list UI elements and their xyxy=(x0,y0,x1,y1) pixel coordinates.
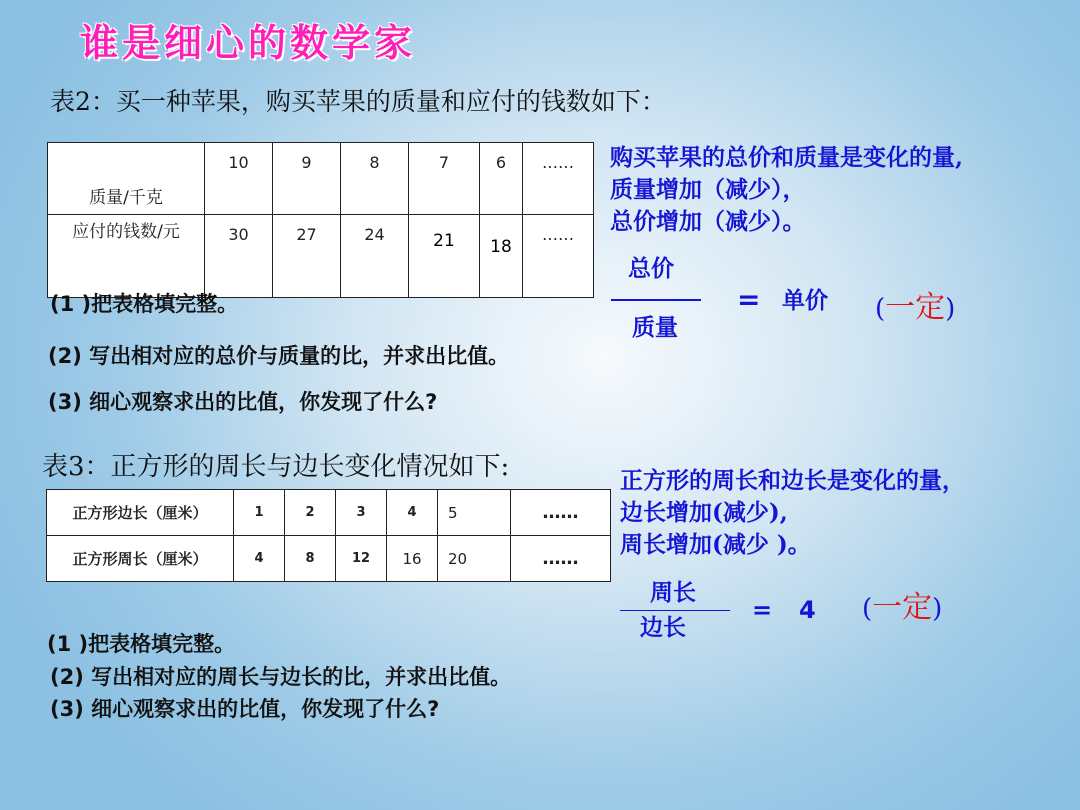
table-cell: 10 xyxy=(205,143,273,215)
constant-label: 一定 xyxy=(872,590,933,625)
note-line: 购买苹果的总价和质量是变化的量, xyxy=(610,144,964,171)
row-label-side: 正方形边长（厘米） xyxy=(47,490,234,536)
table-row xyxy=(47,536,611,582)
table-cell: …… xyxy=(511,536,611,582)
table-cell: 3 xyxy=(336,490,387,536)
table-cell: 9 xyxy=(273,143,341,215)
note-line: 正方形的周长和边长是变化的量， xyxy=(620,467,965,494)
row-label-weight xyxy=(48,143,205,215)
formula2-denominator: 质量 xyxy=(632,314,678,341)
table-cell: …… xyxy=(523,143,594,215)
paren-open: ( xyxy=(875,294,886,324)
table-cell: 6 xyxy=(480,143,523,215)
formula3-result: 4 xyxy=(799,596,816,624)
table-cell: …… xyxy=(523,215,594,298)
table-cell: 4 xyxy=(234,536,285,582)
table-cell: 2 xyxy=(285,490,336,536)
formula3-numerator: 周长 xyxy=(650,579,696,606)
formula3-equals: = xyxy=(752,596,773,624)
table-cell-filled: 20 xyxy=(438,536,511,582)
table-cell: 30 xyxy=(205,215,273,298)
table-cell: 7 xyxy=(409,143,480,215)
table-cell: 8 xyxy=(341,143,409,215)
row-label-price xyxy=(48,215,205,298)
table-cell: 1 xyxy=(234,490,285,536)
table-row xyxy=(47,490,611,536)
formula2-numerator: 总价 xyxy=(628,255,674,282)
table-cell-filled: 18 xyxy=(480,215,523,298)
table-row xyxy=(48,215,594,298)
table2-heading: 表2：买一种苹果，购买苹果的质量和应付的钱数如下： xyxy=(50,87,666,116)
table2-question-1: (1 )把表格填完整。 xyxy=(50,292,239,316)
note-line: 总价增加（减少）。 xyxy=(610,208,806,235)
formula2-constant xyxy=(875,282,955,326)
table-cell: 12 xyxy=(336,536,387,582)
table-cell: …… xyxy=(511,490,611,536)
table3-observation-note xyxy=(620,465,965,561)
table3-question-1: (1 )把表格填完整。 xyxy=(47,632,236,656)
table3-heading: 表3：正方形的周长与边长变化情况如下: xyxy=(42,452,510,482)
paren-open: ( xyxy=(862,594,873,624)
formula2-equals: = xyxy=(737,283,761,316)
table2-observation-note xyxy=(610,142,963,238)
formula2-fraction-bar xyxy=(611,299,701,301)
table-row xyxy=(48,143,594,215)
note-line: 边长增加(减少), xyxy=(620,499,788,526)
note-line: 质量增加（减少）， xyxy=(610,176,806,203)
row-label-text: 质量/千克 xyxy=(89,188,163,208)
formula3-denominator: 边长 xyxy=(640,614,686,641)
table-cell: 5 xyxy=(438,490,511,536)
table-cell-filled: 21 xyxy=(409,215,480,298)
table-cell-filled: 16 xyxy=(387,536,438,582)
formula3-fraction-bar xyxy=(620,610,730,611)
table-cell: 4 xyxy=(387,490,438,536)
formula2-result: 单价 xyxy=(782,287,828,314)
slide-title: 谁是细心的数学家 xyxy=(80,20,417,65)
formula3-constant xyxy=(862,582,942,626)
table2-question-2: (2) 写出相对应的总价与质量的比，并求出比值。 xyxy=(48,344,510,368)
paren-close: ) xyxy=(945,294,956,324)
paren-close: ) xyxy=(932,594,943,624)
weight-price-table xyxy=(47,142,594,298)
square-perimeter-table xyxy=(46,489,611,582)
table2-question-3: (3) 细心观察求出的比值，你发现了什么? xyxy=(48,390,438,414)
table-cell: 27 xyxy=(273,215,341,298)
constant-label: 一定 xyxy=(885,290,946,325)
table-cell: 24 xyxy=(341,215,409,298)
row-label-perimeter: 正方形周长（厘米） xyxy=(47,536,234,582)
table3-question-2: (2) 写出相对应的周长与边长的比，并求出比值。 xyxy=(50,665,512,689)
table3-question-3: (3) 细心观察求出的比值，你发现了什么? xyxy=(50,697,440,721)
row-label-text: 应付的钱数/元 xyxy=(72,222,180,242)
note-line: 周长增加(减少 )。 xyxy=(620,531,811,558)
table-cell: 8 xyxy=(285,536,336,582)
